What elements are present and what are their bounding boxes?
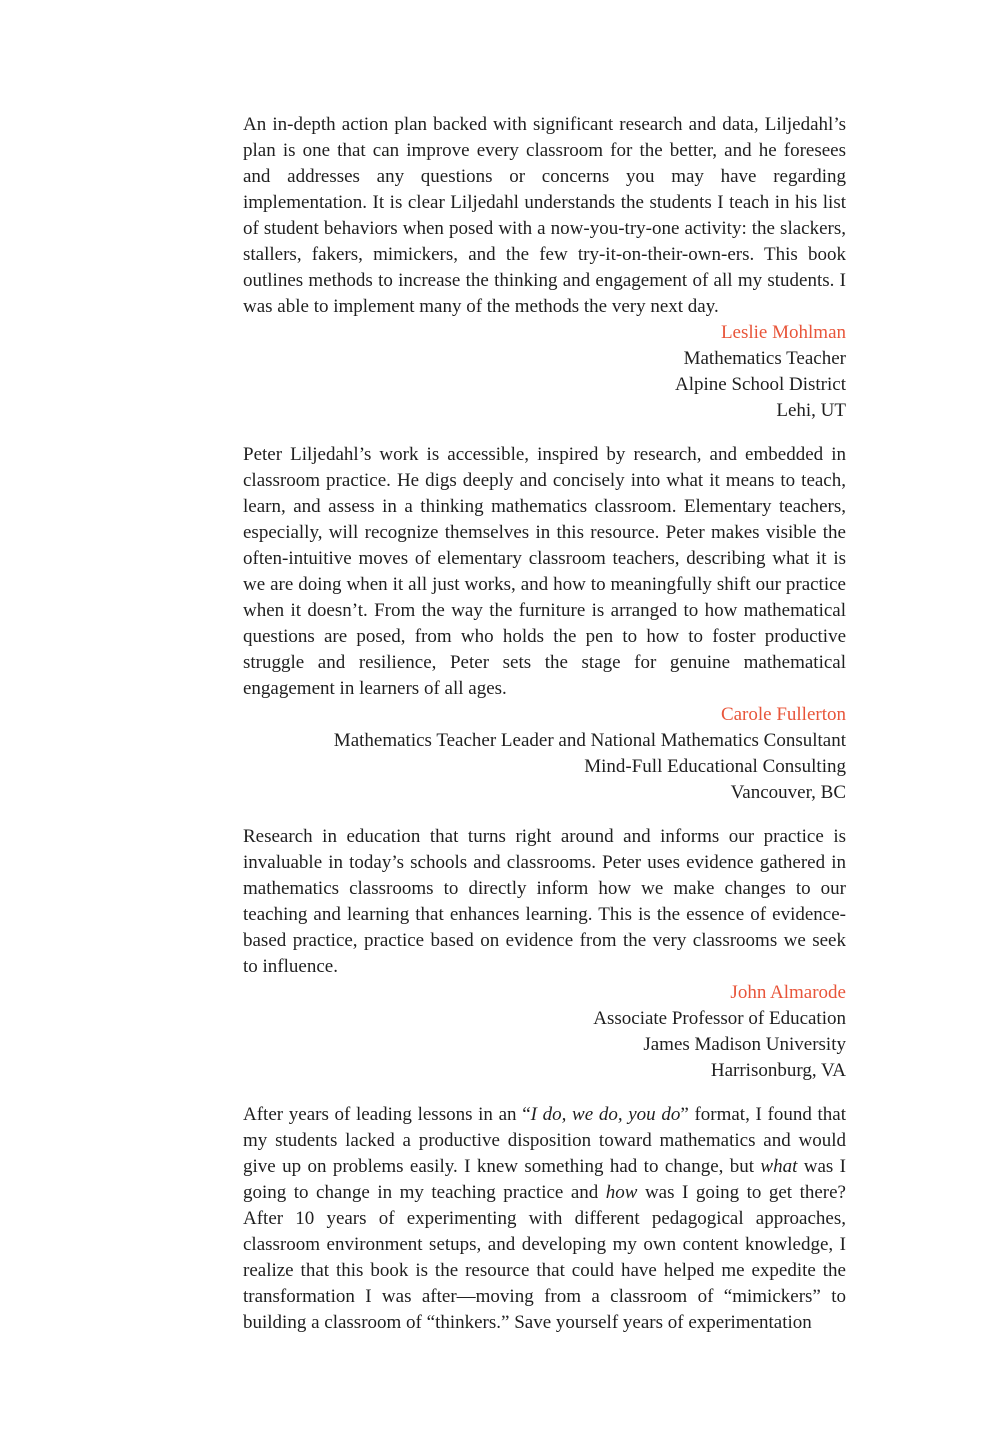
endorser-organization: Alpine School District xyxy=(675,374,846,395)
text-segment: ” format, I found that my students lacked a productive disposition toward mathematics and would give up on problems easily. I knew something had to change, but xyxy=(243,1104,846,1177)
text-segment: was I going to get there? After 10 years of experimenting with different pedagogical approaches, classroom environment setups, and developing my own content knowledge, I realize that this book is the resource that could have helped me expedite the transformation I was after—moving from a classroom of “mimickers” to building a classroom of “thinkers.” Save yourself years of experimentation xyxy=(243,1182,846,1333)
endorser-name: Carole Fullerton xyxy=(720,704,846,725)
attribution xyxy=(243,320,846,424)
testimonial-text: Research in education that turns right around and informs our practice is invaluable in today’s schools and classrooms. Peter uses evidence gathered in mathematics classrooms to directly inform how we make changes to our teaching and learning that enhances learning. This is the essence of evidence-based practice, practice based on evidence from the very classrooms we seek to influence. xyxy=(243,826,846,977)
attribution xyxy=(243,702,846,806)
endorser-organization: Mind-Full Educational Consulting xyxy=(584,756,846,777)
testimonial-text: An in-depth action plan backed with significant research and data, Liljedahl’s plan is one that can improve every classroom for the better, and he foresees and addresses any questions or concerns you may have regarding implementation. It is clear Liljedahl understands the students I teach in his list of student behaviors when posed with a now-you-try-one activity: the slackers, stallers, fakers, mimickers, and the few try-it-on-their-own-ers. This book outlines methods to increase the thinking and engagement of all my students. I was able to implement many of the methods the very next day. xyxy=(243,114,846,317)
testimonial-1 xyxy=(243,112,846,424)
attribution xyxy=(243,980,846,1084)
italic-word: what xyxy=(760,1156,798,1177)
testimonial-2 xyxy=(243,442,846,806)
endorser-role: Mathematics Teacher xyxy=(683,348,846,369)
endorsements-column xyxy=(243,112,846,1336)
italic-phrase: I do, we do, you do xyxy=(530,1104,681,1125)
text-segment: After years of leading lessons in an “ xyxy=(243,1104,531,1125)
italic-word: how xyxy=(605,1182,638,1203)
endorser-location: Harrisonburg, VA xyxy=(710,1060,846,1081)
endorser-role: Mathematics Teacher Leader and National Mathematics Consultant xyxy=(333,730,846,751)
endorser-role: Associate Professor of Education xyxy=(593,1008,846,1029)
endorser-location: Lehi, UT xyxy=(776,400,846,421)
testimonial-3 xyxy=(243,824,846,1084)
endorser-name: John Almarode xyxy=(730,982,846,1003)
endorser-location: Vancouver, BC xyxy=(730,782,846,803)
testimonial-text: Peter Liljedahl’s work is accessible, inspired by research, and embedded in classroom practice. He digs deeply and concisely into what it means to teach, learn, and assess in a thinking mathematics classroom. Elementary teachers, especially, will recognize themselves in this resource. Peter makes visible the often-intuitive moves of elementary classroom teachers, describing what it is we are doing when it all just works, and how to meaningfully shift our practice when it doesn’t. From the way the furniture is arranged to how mathematical questions are posed, from who holds the pen to how to foster productive struggle and resilience, Peter sets the stage for genuine mathematical engagement in learners of all ages. xyxy=(243,444,846,699)
testimonial-text xyxy=(243,1102,846,1336)
endorser-organization: James Madison University xyxy=(643,1034,846,1055)
testimonial-4 xyxy=(243,1102,846,1336)
text-segment: was I going to change in my teaching practice and xyxy=(243,1156,846,1203)
endorser-name: Leslie Mohlman xyxy=(720,322,846,343)
